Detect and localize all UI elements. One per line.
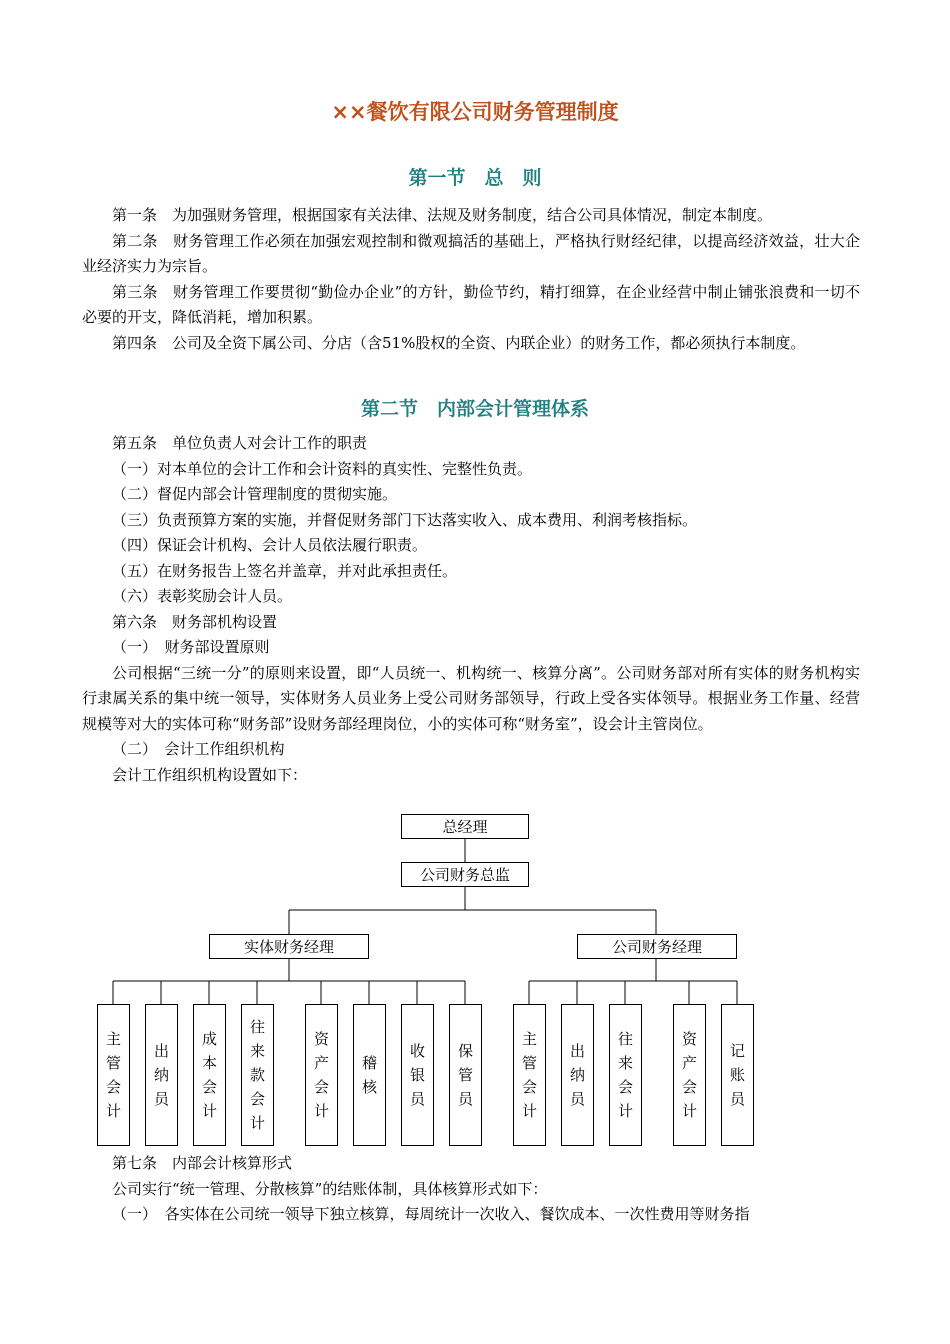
document-title: ××餐饮有限公司财务管理制度 — [331, 100, 619, 124]
article7-block — [82, 1151, 860, 1228]
article-7-item-1: （一） 各实体在公司统一领导下独立核算，每周统计一次收入、餐饮成本、一次性费用等财务指 — [112, 1205, 750, 1223]
org-right-position: 主管会计 — [513, 1004, 546, 1146]
org-right-position: 往来会计 — [609, 1004, 642, 1146]
org-right-position: 记账员 — [721, 1004, 754, 1146]
org-right-manager-box: 公司财务经理 — [577, 934, 737, 959]
article-2: 第二条 财务管理工作必须在加强宏观控制和微观搞活的基础上，严格执行财经纪律，以提高经济效益，壮大企业经济实力为宗旨。 — [82, 231, 860, 275]
list-item: （四）保证会计机构、会计人员依法履行职责。 — [112, 536, 428, 554]
list-item: （六）表彰奖励会计人员。 — [112, 587, 293, 605]
article-3: 第三条 财务管理工作要贯彻“勤俭办企业”的方针，勤俭节约，精打细算，在企业经营中制止铺张浪费和一切不必要的开支，降低消耗，增加积累。 — [82, 282, 860, 326]
org-left-position: 成本会计 — [193, 1004, 226, 1146]
article-7-text: 公司实行“统一管理、分散核算”的结账体制，具体核算形式如下： — [112, 1179, 548, 1198]
org-director-box: 公司财务总监 — [401, 862, 529, 887]
subheading-principle: （一） 财务部设置原则 — [112, 638, 270, 656]
article-6: 第六条 财务部机构设置 — [112, 612, 278, 631]
org-left-position: 资产会计 — [305, 1004, 338, 1146]
org-left-position: 保管员 — [449, 1004, 482, 1146]
org-intro: 会计工作组织机构设置如下： — [112, 765, 308, 784]
org-left-position: 主管会计 — [97, 1004, 130, 1146]
section1-heading: 第一节 总 则 — [408, 167, 542, 189]
org-right-position: 出纳员 — [561, 1004, 594, 1146]
article-7: 第七条 内部会计核算形式 — [112, 1154, 293, 1172]
org-left-position: 出纳员 — [145, 1004, 178, 1146]
section2-body — [82, 431, 860, 788]
org-top-box: 总经理 — [401, 814, 529, 839]
section2-heading: 第二节 内部会计管理体系 — [360, 398, 589, 420]
org-right-position: 资产会计 — [673, 1004, 706, 1146]
list-item: （二）督促内部会计管理制度的贯彻实施。 — [112, 485, 398, 503]
list-item: （三）负责预算方案的实施，并督促财务部门下达落实收入、成本费用、利润考核指标。 — [112, 510, 698, 529]
org-left-position: 稽核 — [353, 1004, 386, 1146]
org-left-position: 收银员 — [401, 1004, 434, 1146]
section1-body — [82, 203, 860, 356]
org-left-position: 往来款会计 — [241, 1004, 274, 1146]
principle-paragraph: 公司根据“三统一分”的原则来设置，即“人员统一、机构统一、核算分离”。公司财务部对所有实体的财务机构实行隶属关系的集中统一领导，实体财务人员业务上受公司财务部领导，行政上受各实体领导。根据业务工作量、经营规模等对大的实体可称“财务部”设财务部经理岗位，小的实体可称“财务室”，设会计主管岗位。 — [82, 663, 860, 733]
list-item: （一）对本单位的会计工作和会计资料的真实性、完整性负责。 — [112, 459, 533, 478]
list-item: （五）在财务报告上签名并盖章，并对此承担责任。 — [112, 561, 458, 580]
article-4: 第四条 公司及全资下属公司、分店（含51%股权的全资、内联企业）的财务工作，都必须执行本制度。 — [112, 333, 806, 352]
article-5: 第五条 单位负责人对会计工作的职责 — [112, 434, 368, 452]
org-left-manager-box: 实体财务经理 — [209, 934, 369, 959]
article-1: 第一条 为加强财务管理，根据国家有关法律、法规及财务制度，结合公司具体情况，制定本制度。 — [112, 206, 773, 224]
subheading-org: （二） 会计工作组织机构 — [112, 740, 285, 758]
